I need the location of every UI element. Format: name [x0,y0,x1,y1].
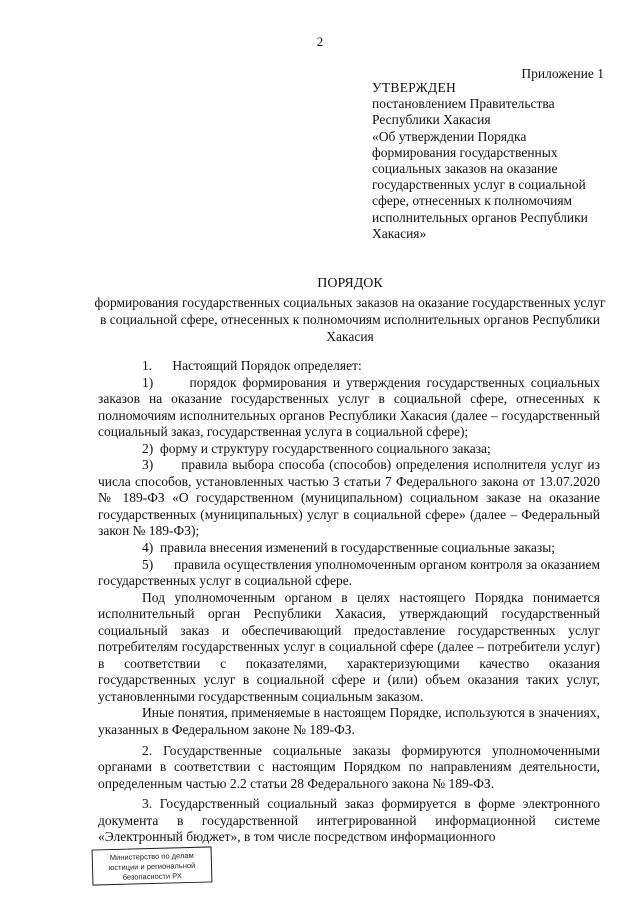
stamp-line: Министерство по делам [109,850,194,863]
paragraph: 3. Государственный социальный заказ формируется в форме электронного документа в государственной интегрированной информационной системе «Электронный бюджет», в том числе посредством информационного [98,796,600,845]
paragraph: 3) правила выбора способа (способов) определения исполнителя услуг из числа способов, установленных частью 3 статьи 7 Федерального закона от 13.07.2020 № 189-ФЗ «О государственном (муниципальном) социальном заказе на оказание государственных (муниципальных) услуг в социальной сфере» (далее – Федеральный закон № 189-ФЗ); [98,457,600,539]
paragraph: Иные понятия, применяемые в настоящем Порядке, используются в значениях, указанных в Федеральном законе № 189-ФЗ. [98,705,600,738]
document-subtitle: формирования государственных социальных заказов на оказание государственных услуг в социальной сфере, отнесенных к полномочиям исполнительных органов Республики Хакасия [94,295,606,344]
paragraph: 4) правила внесения изменений в государственные социальные заказы; [142,540,556,556]
approval-block [372,80,612,242]
paragraph: 2) форму и структуру государственного социального заказа; [142,440,491,456]
paragraph: 1. Настоящий Порядок определяет: [142,358,362,373]
approved-heading: УТВЕРЖДЕН [372,80,457,95]
approval-line: социальных заказов на оказание [372,161,558,177]
approval-line: сфере, отнесенных к полномочиям [372,193,573,209]
paragraph: 5) правила осуществления уполномоченным органом контроля за оказанием государственных услуг в социальной сфере. [98,556,600,589]
approval-line: постановлением Правительства [372,96,555,112]
approval-line: государственных услуг в социальной [372,177,586,193]
stamp-line: юстиции и региональной [108,860,196,873]
paragraph: Под уполномоченным органом в целях настоящего Порядка понимается исполнительный орган Республики Хакасия, утверждающий государственный социальный заказ и обеспечивающий предоставление государственных услуг потребителям государственных услуг в социальной сфере (далее – потребители услуг) в соответствии с показателями, характеризующими качество оказания государственных услуг в социальной сфере и (или) объем оказания таких услуг, установленными государственным социальным заказом. [98,589,600,704]
approval-line: формирования государственных [372,144,558,160]
approval-line: Республики Хакасия [372,112,491,128]
paragraph: 2. Государственные социальные заказы формируются уполномоченными органами в соответствии с настоящим Порядком по направлениям деятельности, определенным частью 2.2 статьи 28 Федерального закона № 189-ФЗ. [98,742,600,791]
approval-line: «Об утверждении Порядка [372,128,527,144]
document-title: ПОРЯДОК [317,276,383,291]
stamp-line: безопасности РХ [122,871,182,882]
paragraph: 1) порядок формирования и утверждения государственных социальных заказов на оказание государственных услуг в социальной сфере, отнесенных к полномочиям исполнительных органов Республики Хакасия (далее – государственный социальный заказ, государственная услуга в социальной сфере); [98,374,600,440]
approval-line: исполнительных органов Республики [372,209,588,225]
page-number: 2 [316,34,324,49]
approval-line: Хакасия» [372,225,427,241]
document-body [98,358,600,846]
registration-stamp [92,846,213,885]
appendix-label: Приложение 1 [521,66,604,81]
